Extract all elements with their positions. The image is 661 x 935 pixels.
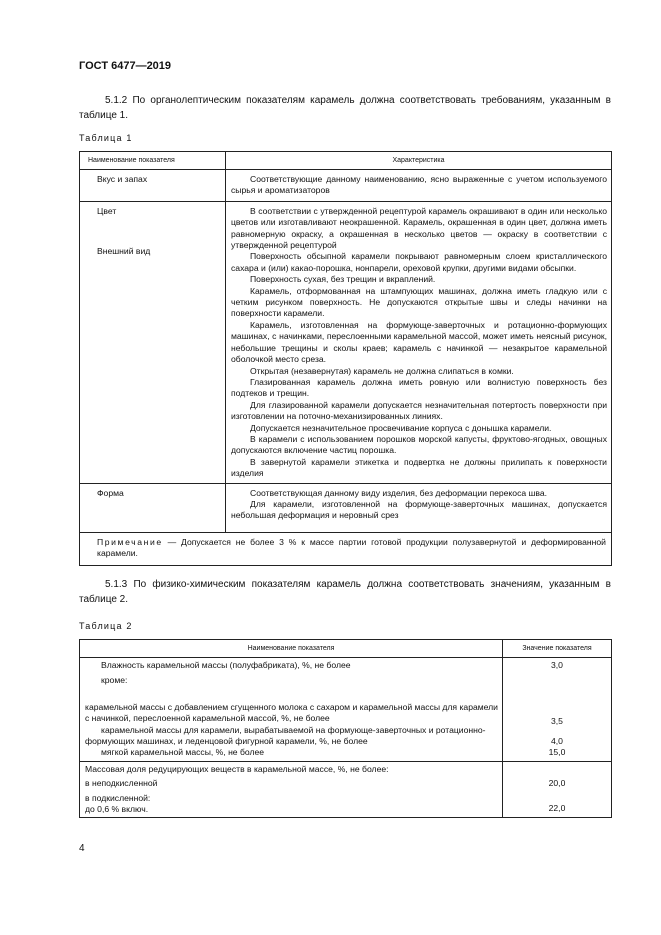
row-name-color <box>80 201 226 483</box>
indicator-value: 22,0 <box>548 803 566 814</box>
reducing-names <box>80 761 503 818</box>
row-name-appearance-label: Внешний вид <box>97 246 151 257</box>
moisture-names <box>80 658 503 762</box>
indicator-line: в неподкисленной <box>85 778 158 789</box>
char-paragraph: Открытая (незавернутая) карамель не должна слипаться в комки. <box>250 365 514 376</box>
table1-col-name-header: Наименование показателя <box>80 152 226 170</box>
table1-note-row <box>80 532 612 565</box>
table-2 <box>79 639 612 818</box>
document-header: ГОСТ 6477—2019 <box>79 60 172 72</box>
indicator-line: Массовая доля редуцирующих веществ в карамельной массе, %, не более: <box>85 763 389 774</box>
page-number: 4 <box>79 843 85 854</box>
table2-col-name-header: Наименование показателя <box>80 640 503 658</box>
table1-header-row <box>80 152 612 170</box>
reducing-values <box>503 761 612 818</box>
char-paragraph: В карамели с использованием порошков морской капусты, фруктово-ягодных, овощных допускаются включение частиц порошка. <box>231 433 607 456</box>
section-5-1-3-text: 5.1.3 По физико-химическим показателям карамель должна соответствовать значениям, указанным в таблице 2. <box>79 579 611 605</box>
char-paragraph: Поверхность сухая, без трещин и вкраплений. <box>250 274 436 285</box>
table1-row-taste <box>80 170 612 202</box>
char-paragraph: Для глазированной карамели допускается незначительная потертость поверхности при изготовлении на поточно-механизированных линиях. <box>231 399 607 422</box>
table1-row-color-appearance <box>80 201 612 483</box>
table2-header-row <box>80 640 612 658</box>
indicator-value: 15,0 <box>548 747 566 758</box>
char-paragraph: В завернутой карамели этикетка и подвертка не должны прилипать к поверхности изделия <box>231 456 607 479</box>
note-text: — Допускается не более 3 % к массе партии готовой продукции полузавернутой и деформированной карамели. <box>97 536 606 559</box>
indicator-line: мягкой карамельной массы, %, не более <box>101 747 265 758</box>
char-paragraph: Карамель, отформованная на штампующих машинах, должна иметь гладкую или с четким рисунком поверхность. Не допускаются открытые швы и следы начинки на поверхности карамели. <box>231 285 607 319</box>
indicator-value: 3,5 <box>551 716 563 727</box>
indicator-line: карамельной массы с добавлением сгущенного молока с сахаром и карамельной массы для карамели с начинкой, переслоенной карамельной массой, %, не более <box>85 701 498 724</box>
table1-col-char-header: Характеристика <box>226 152 612 170</box>
char-paragraph: Соответствующая данному виду изделия, без деформации перекоса шва. <box>250 487 548 498</box>
note-label: Примечание <box>97 536 163 547</box>
section-5-1-2-text: 5.1.2 По органолептическим показателям карамель должна соответствовать требованиям, указанным в таблице 1. <box>79 95 611 121</box>
moisture-values <box>503 658 612 762</box>
char-paragraph: Поверхность обсыпной карамели покрывают равномерным слоем кристаллического сахара и (или) какао-порошка, нонпарели, ореховой крупки, другими видами обсыпки. <box>231 251 607 273</box>
table2-row-moisture <box>80 658 612 762</box>
table1-row-form <box>80 483 612 532</box>
table1-note <box>80 532 612 565</box>
char-paragraph: Допускается незначительное просвечивание корпуса с донышка карамели. <box>250 422 552 433</box>
indicator-value: 20,0 <box>548 777 566 788</box>
indicator-line: кроме: <box>101 675 128 686</box>
char-paragraph: Соответствующие данному наименованию, ясно выраженные с учетом используемого сырья и ароматизаторов <box>231 174 607 196</box>
table2-caption: Таблица 2 <box>79 621 133 631</box>
indicator-line: карамельной массы для карамели, вырабатываемой на формующе-заверточных и ротационно-формующих машинах, и леденцовой фигурной карамели, %, не более <box>85 724 486 747</box>
row-char-color <box>226 201 612 483</box>
row-char-form <box>226 483 612 532</box>
char-paragraph: Глазированная карамель должна иметь ровную или волнистую поверхность без подтеков и трещин. <box>231 376 607 399</box>
table2-row-reducing <box>80 761 612 818</box>
row-name-color-label: Цвет <box>97 205 117 216</box>
row-name-form-label: Форма <box>97 487 124 498</box>
indicator-line: Влажность карамельной массы (полуфабриката), %, не более <box>101 660 351 670</box>
char-paragraph: Для карамели, изготовленной на формующе-заверточных машинах, допускается небольшая деформация и неровный срез <box>231 498 607 521</box>
indicator-line: до 0,6 % включ. <box>85 804 149 815</box>
table2-col-value-header: Значение показателя <box>503 640 612 658</box>
char-paragraph: Карамель, изготовленная на формующе-заверточных и ротационно-формующих машинах, с начинками, переслоенными карамельной массой, может иметь неясный рисунок, небольшие трещины и сколы краев; карамель с начинкой — незакрытое карамельной оболочкой место среза. <box>231 319 607 365</box>
indicator-line: в подкисленной: <box>85 792 151 803</box>
indicator-value: 3,0 <box>551 660 563 670</box>
char-paragraph: В соответствии с утвержденной рецептурой карамель окрашивают в один или несколько цветов или изготавливают неокрашенной. Карамель, окрашенная в один цвет, должна иметь равномерную окраску, а окрашенная в несколько цветов — окраску в соответствии с утвержденной рецептурой <box>231 205 607 251</box>
row-name-form <box>80 483 226 532</box>
table-1 <box>79 151 612 566</box>
indicator-value: 4,0 <box>551 735 563 746</box>
row-char-taste <box>226 170 612 202</box>
row-name-taste <box>80 170 226 202</box>
row-name-taste-label: Вкус и запах <box>97 174 148 184</box>
table1-caption: Таблица 1 <box>79 133 133 143</box>
